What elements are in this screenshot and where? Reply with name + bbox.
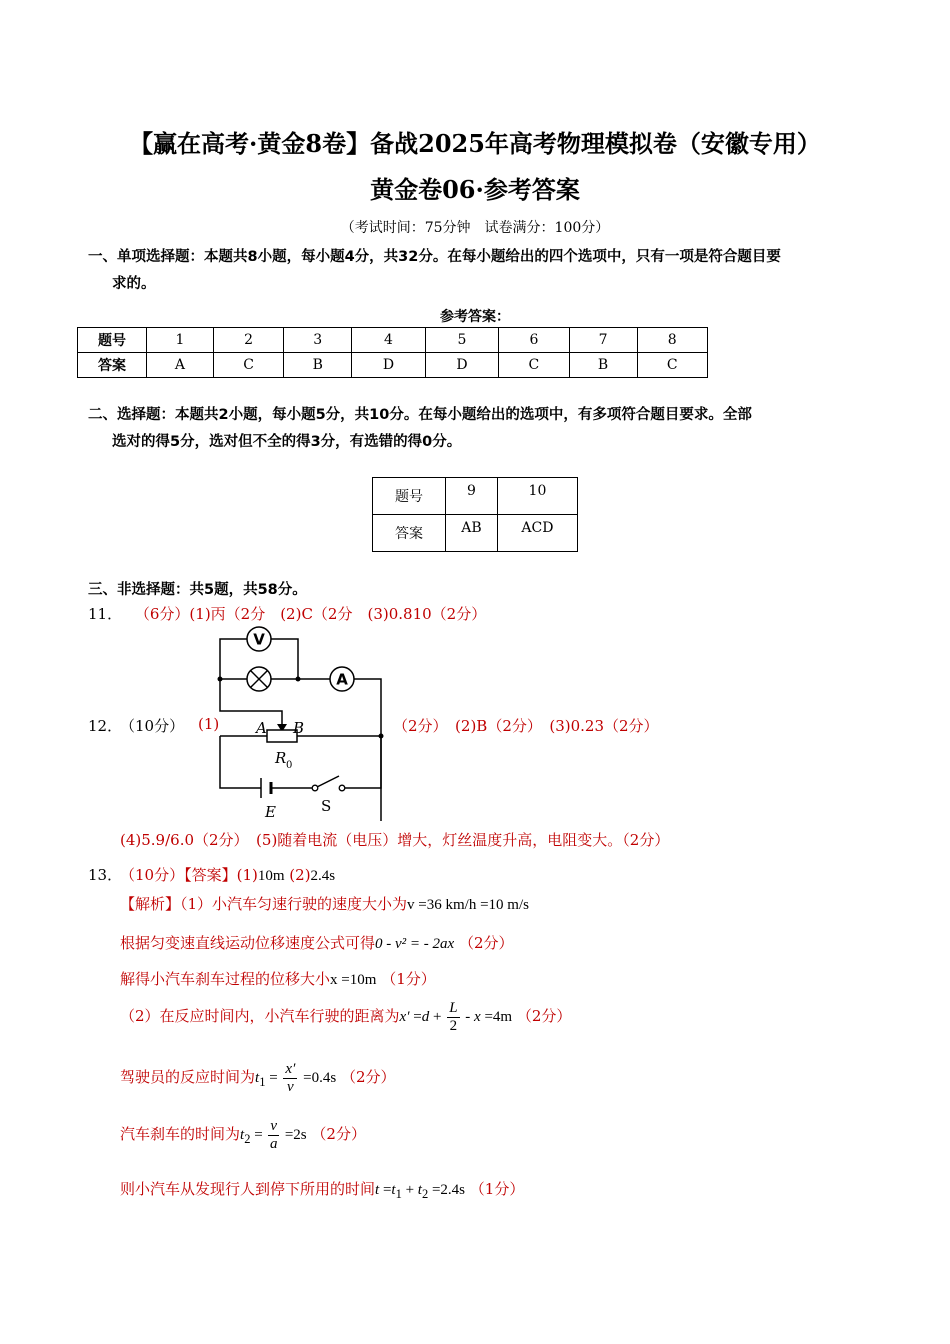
q13-l5-text: 驾驶员的反应时间为: [120, 1067, 256, 1086]
battery-label: E: [265, 803, 276, 821]
section1-heading-line1: 一、单项选择题：本题共8小题，每小题4分，共32分。在每小题给出的四个选项中，只有一项是符合题目要: [88, 249, 781, 265]
q13-line1: [120, 893, 529, 914]
answer-cell: D: [425, 353, 499, 378]
section2-heading: [88, 402, 868, 456]
junction-dot: [296, 677, 301, 682]
question-number: 8: [637, 328, 707, 353]
answer-cell: A: [147, 353, 214, 378]
row-label-question: 题号: [78, 328, 147, 353]
q11-line: [88, 603, 486, 624]
section2-heading-line2: 选对的得5分，选对但不全的得3分，有选错的得0分。: [112, 434, 462, 450]
q11-answer: （6分）(1)丙（2分 (2)C（2分 (3)0.810（2分）: [134, 605, 487, 623]
q13-l2-text: 根据匀变速直线运动位移速度公式可得: [120, 934, 376, 952]
answer-cell: AB: [446, 515, 498, 552]
junction-dot: [379, 734, 384, 739]
q13-line2: [120, 932, 514, 953]
q13-number: 13．: [88, 866, 123, 884]
table-row-question: [78, 328, 708, 353]
rheostat-subscript: 0: [286, 760, 293, 771]
question-number: 5: [425, 328, 499, 353]
rheostat-label: R: [275, 749, 287, 767]
section2-heading-line1: 二、选择题：本题共2小题，每小题5分，共10分。在每小题给出的选项中，有多项符合题目要求。全部: [88, 407, 752, 423]
q12-part1: (1): [198, 715, 220, 733]
voltmeter-label: V: [253, 630, 265, 649]
battery-icon: [261, 778, 271, 798]
question-number: 2: [213, 328, 283, 353]
table-row-answer: [78, 353, 708, 378]
section1-answer-table: [77, 327, 708, 378]
row-label-answer: 答案: [373, 515, 446, 552]
answer-key-title: 黄金卷06·参考答案: [370, 175, 580, 204]
switch-label: S: [321, 797, 332, 815]
q13-l7-math: $t =t_1 + t_2 =2.4s$: [375, 1182, 466, 1201]
q13-l1-text: 【解析】（1）小汽车匀速行驶的速度大小为: [120, 895, 408, 913]
q13-l6-math: $t_2$ = $\frac{v}{a}$ =2s: [240, 1118, 307, 1152]
circuit-diagram: [205, 626, 395, 824]
ammeter-label: A: [336, 670, 348, 689]
table-row-question: [373, 478, 578, 515]
q13-line7: [120, 1178, 524, 1202]
question-number: 3: [284, 328, 352, 353]
question-number: 9: [446, 478, 498, 515]
junction-dot: [218, 677, 223, 682]
q12-number: 12．: [88, 717, 123, 735]
rheostat-end-a-label: A: [256, 719, 267, 737]
question-number: 6: [499, 328, 569, 353]
q13-line4: [120, 1000, 571, 1035]
ammeter-icon: [330, 667, 354, 691]
answer-cell: C: [637, 353, 707, 378]
answer-cell: B: [284, 353, 352, 378]
answer-cell: C: [213, 353, 283, 378]
question-number: 1: [147, 328, 214, 353]
section1-heading: [88, 244, 868, 298]
q13-l7-score: （1分）: [469, 1180, 525, 1198]
q11-number: 11．: [88, 605, 123, 623]
q13-l3-score: （1分）: [381, 970, 436, 988]
q13-l4-text: （2）在反应时间内，小汽车行驶的距离为: [120, 1006, 400, 1025]
question-number: 4: [352, 328, 426, 353]
table-caption: 参考答案：: [440, 309, 510, 325]
question-number: 7: [569, 328, 637, 353]
answer-cell: B: [569, 353, 637, 378]
table-row-answer: [373, 515, 578, 552]
exam-info: （考试时间：75分钟 试卷满分：100分）: [340, 220, 610, 236]
q13-answer-line: [120, 864, 335, 885]
answer-cell: ACD: [497, 515, 577, 552]
q13-answer1: 10m: [257, 868, 285, 884]
q13-l4-math: x′ =d + $\frac{L}{2}$ - x =4m: [399, 1000, 513, 1034]
q12-line2: (4)5.9/6.0（2分） (5)随着电流（电压）增大，灯丝温度升高，电阻变大。（2分）: [120, 831, 670, 849]
q13-l2-math: 0 - v² = - 2ax: [375, 936, 455, 952]
section3-heading: 三、非选择题：共5题，共58分。: [88, 582, 307, 598]
q13-l1-math: v =36 km/h =10 m/s: [407, 897, 529, 913]
q13-line6: [120, 1118, 366, 1153]
section2-answer-table: [372, 477, 578, 552]
q13-mid: (2): [289, 866, 311, 884]
q13-l6-score: （2分）: [311, 1124, 366, 1143]
exam-title: 【赢在高考·黄金8卷】备战2025年高考物理模拟卷（安徽专用）: [129, 129, 821, 158]
q12-score: （10分）: [120, 717, 185, 735]
q13-head: （10分）【答案】(1): [120, 866, 258, 884]
q13-l3-text: 解得小汽车刹车过程的位移大小: [120, 970, 331, 988]
q13-l5-score: （2分）: [340, 1067, 396, 1086]
answer-cell: C: [499, 353, 569, 378]
q13-answer2: 2.4s: [310, 868, 336, 884]
row-label-answer: 答案: [78, 353, 147, 378]
answer-cell: D: [352, 353, 426, 378]
row-label-question: 题号: [373, 478, 446, 515]
q12-remaining: （2分） (2)B（2分） (3)0.23（2分）: [393, 717, 659, 735]
lamp-icon: [247, 667, 271, 691]
q13-l3-math: x =10m: [330, 972, 377, 988]
q13-line3: [120, 968, 436, 989]
q13-l6-text: 汽车刹车的时间为: [120, 1124, 241, 1143]
section1-heading-line2: 求的。: [112, 276, 156, 292]
question-number: 10: [497, 478, 577, 515]
q13-l2-score: （2分）: [458, 934, 514, 952]
q13-line5: [120, 1061, 395, 1096]
rheostat-end-b-label: B: [293, 719, 305, 737]
switch-icon: [312, 785, 345, 791]
q13-l7-text: 则小汽车从发现行人到停下所用的时间: [120, 1180, 376, 1198]
q13-l5-math: $t_1$ = $\frac{x'}{v}$ =0.4s: [255, 1061, 337, 1095]
voltmeter-icon: [247, 627, 271, 651]
q13-l4-score: （2分）: [516, 1006, 572, 1025]
